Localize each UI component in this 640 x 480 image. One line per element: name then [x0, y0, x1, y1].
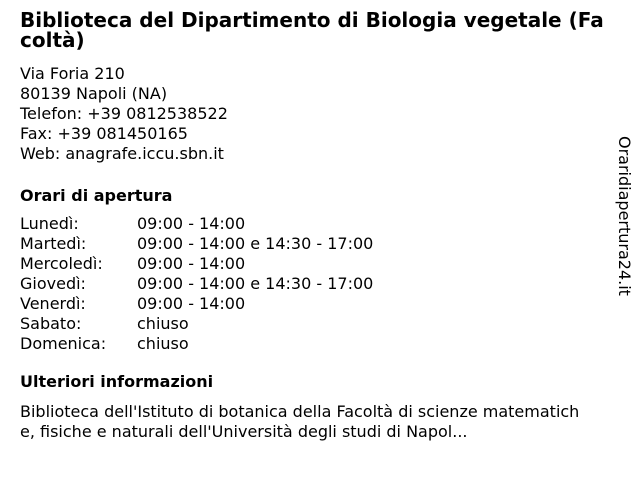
site-brand-vertical: Oraridiapertura24.it — [615, 136, 634, 296]
phone-number: Telefon: +39 0812538522 — [20, 104, 228, 123]
hours-day: Sabato: — [20, 314, 82, 333]
hours-day: Martedì: — [20, 234, 87, 253]
hours-day: Lunedì: — [20, 214, 79, 233]
hours-row-monday — [20, 214, 610, 234]
hours-time: chiuso — [137, 334, 189, 353]
more-info-heading: Ulteriori informazioni — [20, 372, 214, 391]
opening-hours-heading: Orari di apertura — [20, 186, 173, 205]
library-title: Biblioteca del Dipartimento di Biologia vegetale (Facoltà) — [20, 8, 604, 52]
address-city: 80139 Napoli (NA) — [20, 84, 168, 103]
hours-time: 09:00 - 14:00 — [137, 214, 246, 233]
hours-row-wednesday — [20, 254, 610, 274]
fax-number: Fax: +39 081450165 — [20, 124, 188, 143]
hours-time: 09:00 - 14:00 — [137, 294, 246, 313]
hours-row-tuesday — [20, 234, 610, 254]
hours-day: Giovedì: — [20, 274, 86, 293]
hours-day: Mercoledì: — [20, 254, 103, 273]
hours-time: 09:00 - 14:00 — [137, 254, 246, 273]
hours-row-thursday — [20, 274, 610, 294]
more-info-text: Biblioteca dell'Istituto di botanica della Facoltà di scienze matematiche, fisiche e naturali dell'Università degli studi di Napol... — [20, 402, 580, 441]
opening-hours-table — [20, 214, 610, 354]
hours-time: 09:00 - 14:00 e 14:30 - 17:00 — [137, 234, 374, 253]
hours-time: chiuso — [137, 314, 189, 333]
hours-row-saturday — [20, 314, 610, 334]
hours-time: 09:00 - 14:00 e 14:30 - 17:00 — [137, 274, 374, 293]
hours-row-sunday — [20, 334, 610, 354]
contact-block — [20, 64, 610, 164]
hours-day: Venerdì: — [20, 294, 86, 313]
hours-day: Domenica: — [20, 334, 107, 353]
library-detail — [20, 10, 610, 442]
website: Web: anagrafe.iccu.sbn.it — [20, 144, 224, 163]
hours-row-friday — [20, 294, 610, 314]
address-street: Via Foria 210 — [20, 64, 125, 83]
